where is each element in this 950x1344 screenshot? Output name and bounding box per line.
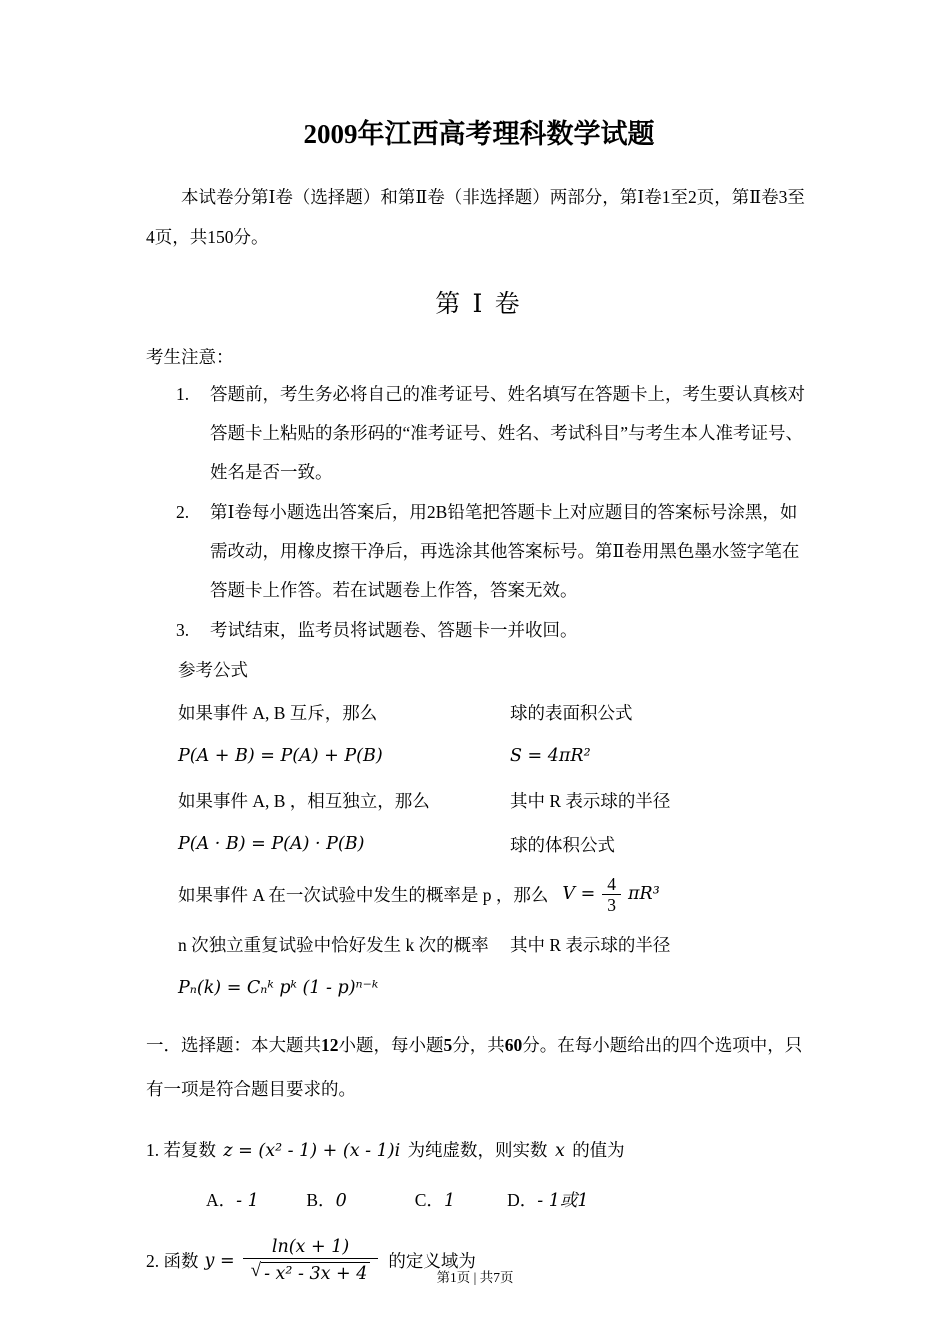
option-d (507, 1180, 588, 1221)
question-2-radicand: - x² - 3x + 4 (261, 1262, 370, 1284)
question-1-suffix: 的值为 (572, 1140, 625, 1161)
question-2-prefix: 2. 函数 (146, 1251, 199, 1271)
section-one-total-points: 60 (504, 1035, 523, 1056)
notice-number: 1. (176, 383, 190, 404)
formula-row (178, 734, 812, 778)
bernoulli-formula: Pₙ(k) = Cₙᵏ pᵏ (1 - p)ⁿ⁻ᵏ (178, 978, 379, 999)
formula-left-math: P(A + B) = P(A) + P(B) (178, 746, 383, 767)
volume-formula-lhs: V = (562, 884, 596, 905)
question-2-numerator: ln(x + 1) (271, 1237, 350, 1258)
option-c (415, 1180, 503, 1221)
formula-left-text: 如果事件 A 在一次试验中发生的概率是 p ，那么 (178, 884, 549, 905)
section-one-count: 12 (321, 1035, 339, 1056)
question-1-middle: 为纯虚数，则实数 (407, 1140, 548, 1161)
formula-row (178, 866, 812, 922)
notice-number: 2. (176, 501, 190, 522)
option-d-value: - 1或1 (537, 1191, 589, 1212)
notice-item (176, 493, 812, 611)
section-one-points-each: 5 (443, 1035, 453, 1056)
section-one-text: 小题，每小题 (338, 1035, 444, 1056)
question-1 (146, 1129, 812, 1174)
notice-number: 3. (176, 619, 190, 640)
notice-text: 考试结束，监考员将试题卷、答题卡一并收回。 (210, 619, 578, 640)
part1-heading: 第 Ⅰ 卷 (435, 290, 523, 318)
formula-left-text: n 次独立重复试验中恰好发生 k 次的概率 (178, 934, 489, 955)
reference-formulas-section (178, 650, 812, 1010)
formulas-heading: 参考公式 (178, 660, 248, 681)
formula-right-text: 其中 R 表示球的半径 (510, 934, 671, 955)
formula-left-text: 如果事件 A, B 互斥，那么 (178, 702, 378, 723)
option-c-value: 1 (443, 1191, 456, 1212)
formula-left-math: P(A · B) = P(A) · P(B) (178, 834, 365, 855)
section-one-text: 分。在每小题给出的四个选项中，只有一项是符合题目要求的。 (146, 1035, 803, 1100)
page-footer: 第1页 | 共7页 (436, 1270, 514, 1285)
fraction-numerator: 4 (607, 873, 617, 894)
notice-text: 答题前，考生务必将自己的准考证号、姓名填写在答题卡上，考生要认真核对答题卡上粘贴的条形码的“准考证号、姓名、考试科目”与考生本人准考证号、姓名是否一致。 (210, 383, 805, 483)
section-one-text: 分，共 (452, 1035, 505, 1056)
formula-right-text: 其中 R 表示球的半径 (510, 790, 671, 811)
formula-right-text: 球的表面积公式 (510, 702, 633, 723)
fraction (602, 874, 621, 915)
notice-item (176, 611, 812, 650)
option-a (206, 1180, 302, 1221)
option-b-value: 0 (335, 1191, 347, 1212)
question-1-prefix: 1. 若复数 (146, 1140, 216, 1161)
notice-item (176, 375, 812, 493)
option-d-label: D． (507, 1190, 538, 1211)
formula-row (178, 966, 812, 1010)
fraction-denominator: 3 (602, 894, 621, 915)
notice-heading: 考生注意： (146, 346, 234, 367)
formula-row (178, 822, 812, 866)
question-2-lhs: y = (204, 1250, 235, 1271)
radical-sign: √ (250, 1259, 262, 1281)
section-one-text: 一．选择题：本大题共 (146, 1035, 321, 1056)
page-title: 2009年江西高考理科数学试题 (303, 119, 655, 149)
intro-paragraph: 本试卷分第Ⅰ卷（选择题）和第Ⅱ卷（非选择题）两部分，第Ⅰ卷1至2页，第Ⅱ卷3至4页，共150分。 (146, 187, 805, 248)
question-1-formula: z = (x² - 1) + (x - 1)i (223, 1141, 401, 1162)
formula-right-text: 球的体积公式 (510, 834, 615, 855)
option-a-label: A． (206, 1190, 237, 1211)
formula-left-text: 如果事件 A, B ，相互独立，那么 (178, 790, 430, 811)
question-2-suffix: 的定义域为 (388, 1251, 476, 1271)
formula-row (178, 778, 812, 822)
question-1-options (206, 1180, 812, 1221)
option-b-label: B． (306, 1190, 336, 1211)
volume-formula (562, 874, 659, 915)
notice-text: 第Ⅰ卷每小题选出答案后，用2B铅笔把答题卡上对应题目的答案标号涂黑，如需改动，用橡皮擦干净后，再选涂其他答案标号。第Ⅱ卷用黑色墨水签字笔在答题卡上作答。若在试题卷上作答，答案无效。 (210, 501, 800, 601)
option-a-value: - 1 (236, 1191, 259, 1212)
formula-row (178, 922, 812, 966)
section-one-intro (146, 1024, 812, 1112)
volume-formula-rhs: πR³ (628, 884, 660, 905)
option-c-label: C． (414, 1190, 444, 1211)
option-b (306, 1180, 410, 1221)
formula-right-math: S = 4πR² (510, 746, 591, 767)
question-1-variable: x (554, 1141, 565, 1162)
formula-row (178, 690, 812, 734)
